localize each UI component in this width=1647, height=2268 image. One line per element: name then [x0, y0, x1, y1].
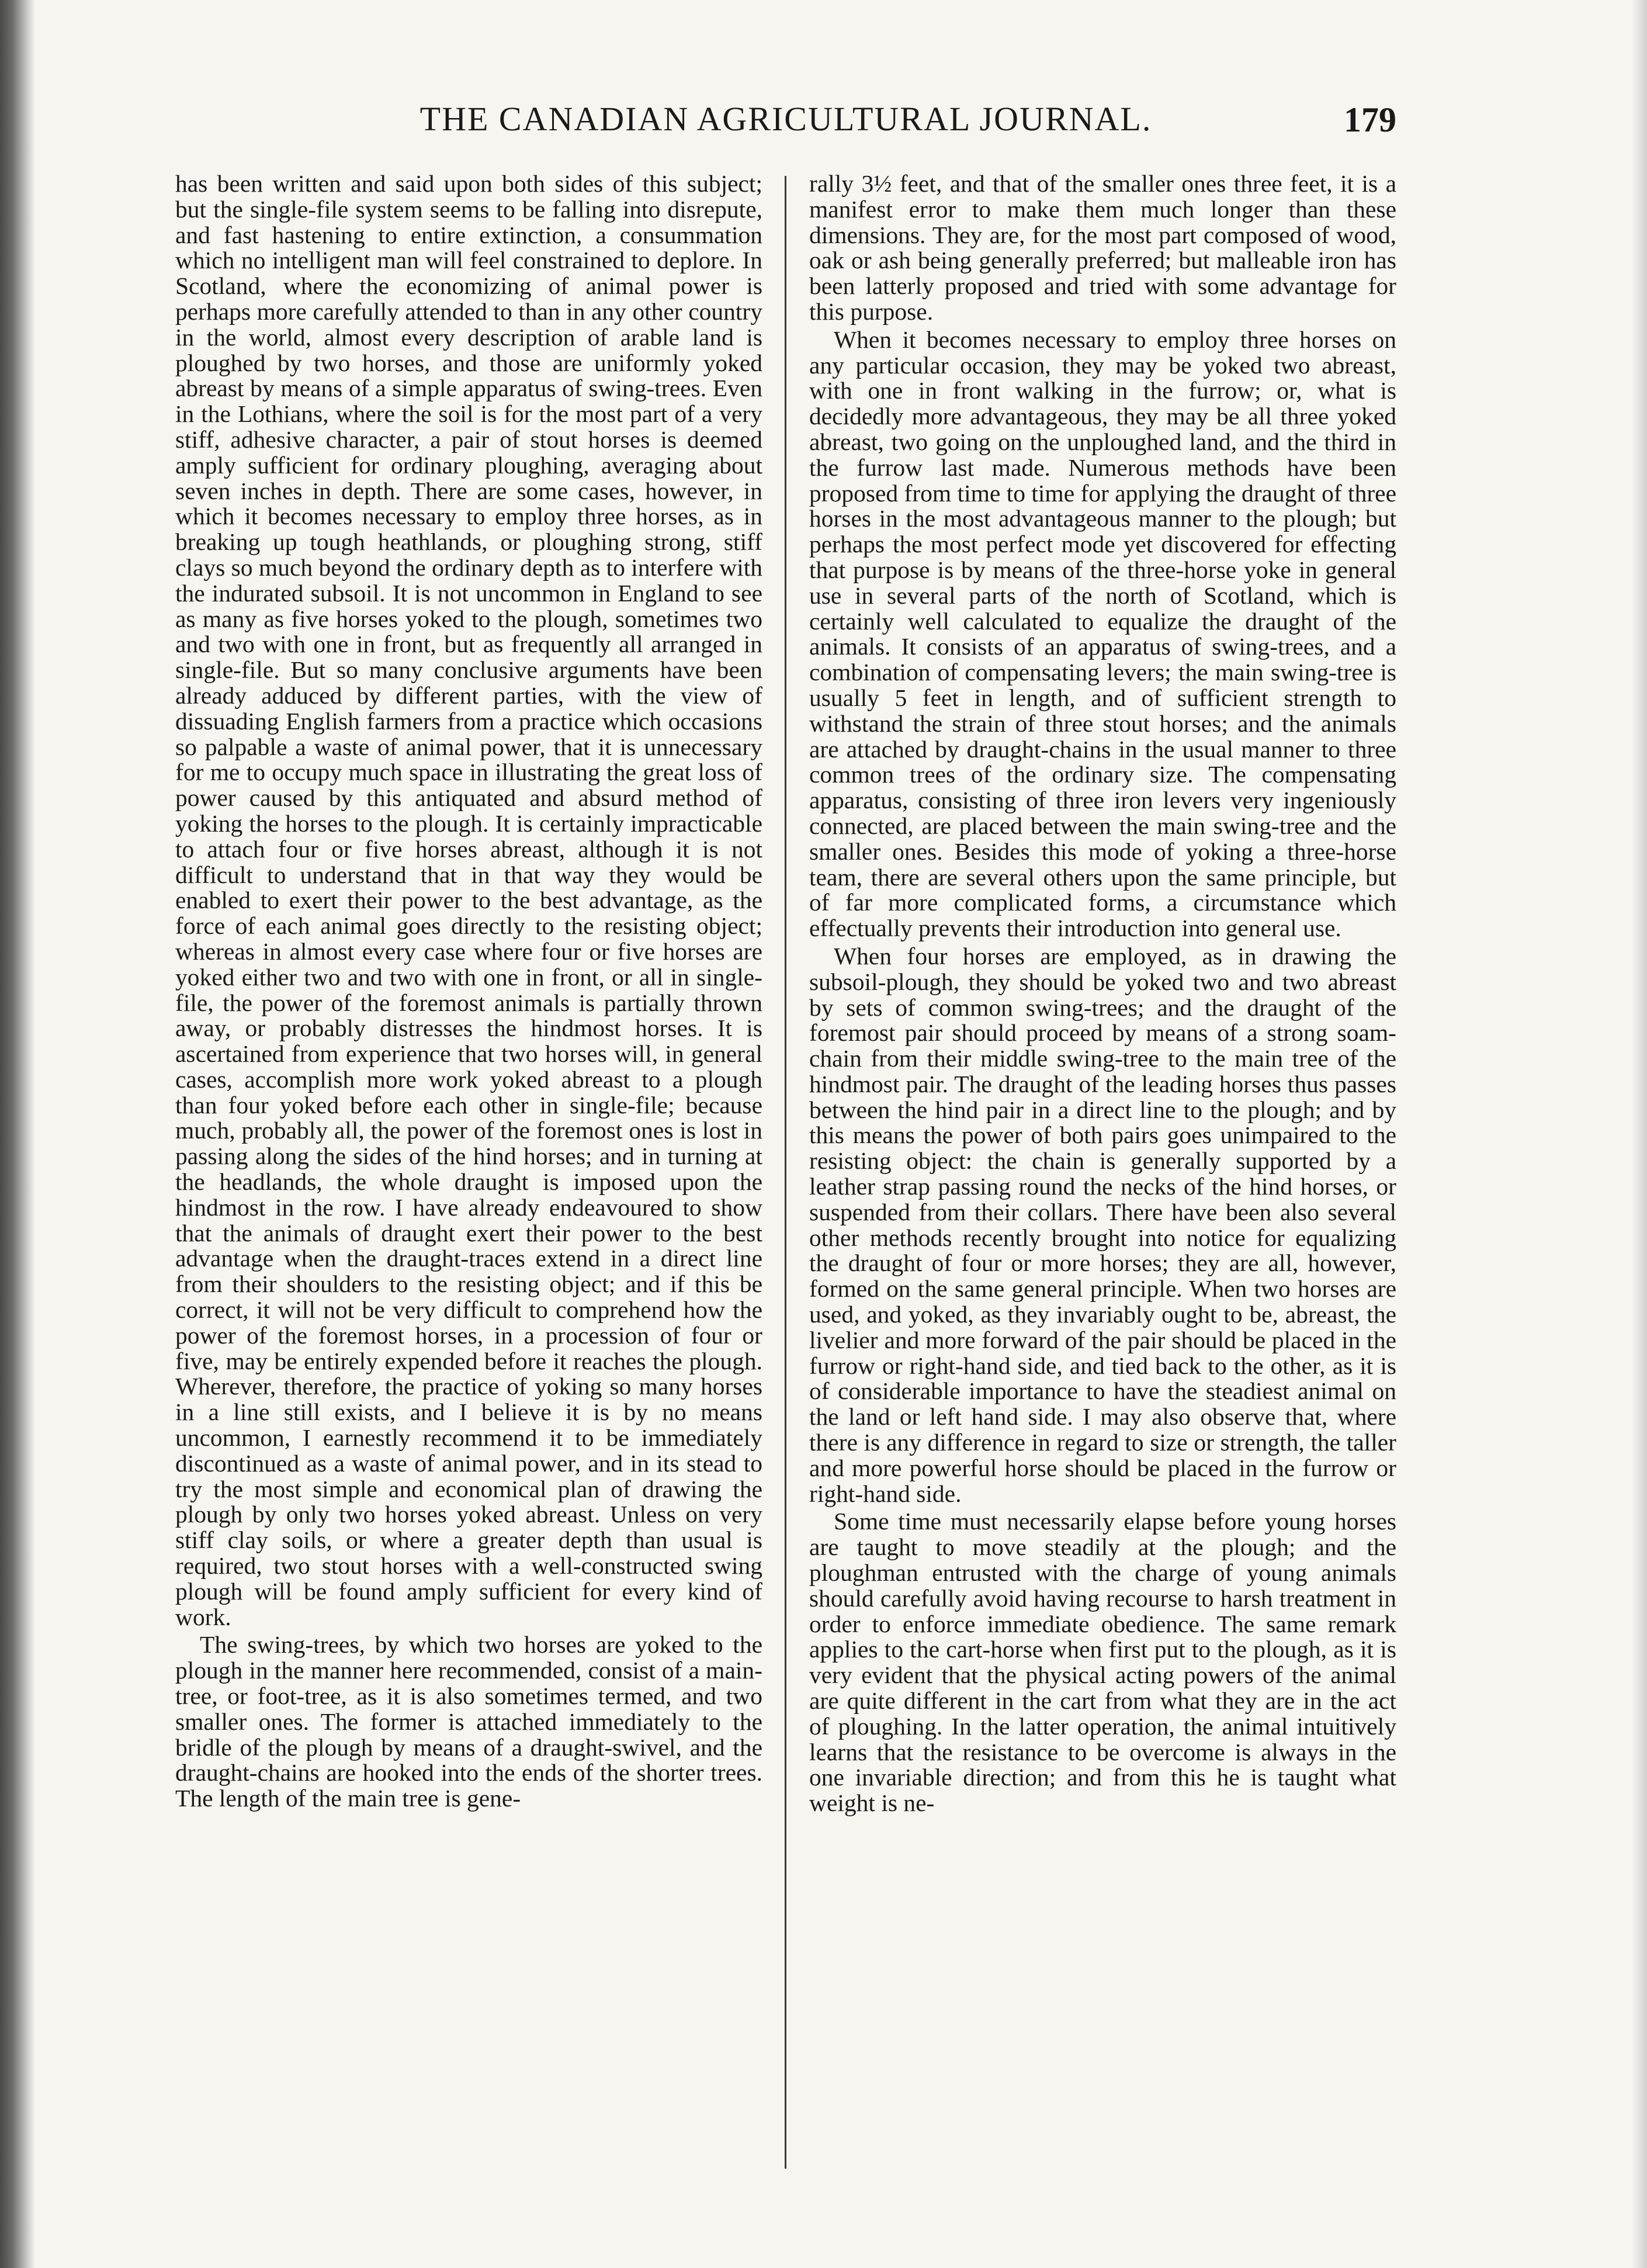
page-number: 179 [1344, 101, 1396, 139]
column-divider [785, 176, 786, 2169]
right-paragraph-2: When it becomes necessary to employ three horses on any particular occasion, they may be yoked two abreast, with one in front walking in the furrow; or, what is decidedly more advantageous, they may be all three yoked abreast, two going on the unploughed land, and the third in the furrow last made. Numerous methods have been proposed from time to time for applying the draught of three horses in the most advantageous manner to the plough; but perhaps the most perfect mode yet discovered for effecting that purpose is by means of the three-horse yoke in general use in several parts of the north of Scotland, which is certainly well calculated to equalize the draught of the animals. It consists of an apparatus of swing-trees, and a combination of compensating levers; the main swing-tree is usually 5 feet in length, and of sufficient strength to withstand the strain of three stout horses; and the animals are attached by draught-chains in the usual manner to three common trees of the ordinary size. The compensating apparatus, consisting of three iron levers very ingeniously connected, are placed between the main swing-tree and the smaller ones. Besides this mode of yoking a three-horse team, there are several others upon the same principle, but of far more complicated forms, a circumstance which effectually prevents their introduction into general use. [809, 326, 1396, 942]
right-paragraph-4: Some time must necessarily elapse before young horses are taught to move steadily at the plough; and the ploughman entrusted with the charge of young animals should carefully avoid having recourse to harsh treatment in order to enforce immediate obedience. The same remark applies to the cart-horse when first put to the plough, as it is very evident that the physical acting powers of the animal are quite different in the cart from what they are in the act of ploughing. In the latter operation, the animal intuitively learns that the resistance to be overcome is always in the one invariable direction; and from this he is taught what weight is ne- [809, 1508, 1396, 1817]
page-header [175, 102, 1396, 161]
running-title: THE CANADIAN AGRICULTURAL JOURNAL. [419, 100, 1152, 138]
right-paragraph-1: rally 3½ feet, and that of the smaller ones three feet, it is a manifest error to make them much longer than these dimensions. They are, for the most part composed of wood, oak or ash being generally preferred; but malleable iron has been latterly proposed and tried with some advantage for this purpose. [809, 170, 1396, 325]
right-paragraph-3: When four horses are employed, as in drawing the subsoil-plough, they should be yoked two and two abreast by sets of common swing-trees; and the draught of the foremost pair should proceed by means of a strong soam-chain from their middle swing-tree to the main tree of the hindmost pair. The draught of the leading horses thus passes between the hind pair in a direct line to the plough; and by this means the power of both pairs goes unimpaired to the resisting object: the chain is generally supported by a leather strap passing round the necks of the hind horses, or suspended from their collars. There have been also several other methods recently brought into notice for equalizing the draught of four or more horses; they are all, however, formed on the same general principle. When two horses are used, and yoked, as they invariably ought to be, abreast, the livelier and more forward of the pair should be placed in the furrow or right-hand side, and tied back to the other, as it is of considerable importance to have the steadiest animal on the land or left hand side. I may also observe that, where there is any difference in regard to size or strength, the taller and more powerful horse should be placed in the furrow or right-hand side. [809, 942, 1396, 1507]
page-edge-shadow-right [1632, 0, 1647, 2268]
left-column [175, 171, 762, 2193]
right-column [809, 171, 1396, 2193]
page-edge-shadow-left [0, 0, 35, 2268]
text-columns [175, 171, 1396, 2193]
left-paragraph-2: The swing-trees, by which two horses are yoked to the plough in the manner here recommended, consist of a main-tree, or foot-tree, as it is also sometimes termed, and two smaller ones. The former is attached immediately to the bridle of the plough by means of a draught-swivel, and the draught-chains are hooked into the ends of the shorter trees. The length of the main tree is gene- [175, 1631, 762, 1812]
left-paragraph-1: has been written and said upon both sides of this subject; but the single-file system seems to be falling into disrepute, and fast hastening to entire extinction, a consummation which no intelligent man will feel constrained to deplore. In Scotland, where the economizing of animal power is perhaps more carefully attended to than in any other country in the world, almost every description of arable land is ploughed by two horses, and those are uniformly yoked abreast by means of a simple apparatus of swing-trees. Even in the Lothians, where the soil is for the most part of a very stiff, adhesive character, a pair of stout horses is deemed amply sufficient for ordinary ploughing, averaging about seven inches in depth. There are some cases, however, in which it becomes necessary to employ three horses, as in breaking up tough heathlands, or ploughing strong, stiff clays so much beyond the ordinary depth as to interfere with the indurated subsoil. It is not uncommon in England to see as many as five horses yoked to the plough, sometimes two and two with one in front, but as frequently all arranged in single-file. But so many conclusive arguments have been already adduced by different parties, with the view of dissuading English farmers from a practice which occasions so palpable a waste of animal power, that it is unnecessary for me to occupy much space in illustrating the great loss of power caused by this antiquated and absurd method of yoking the horses to the plough. It is certainly impracticable to attach four or five horses abreast, although it is not difficult to understand that in that way they would be enabled to exert their power to the best advantage, as the force of each animal goes directly to the resisting object; whereas in almost every case where four or five horses are yoked either two and two with one in front, or all in single-file, the power of the foremost animals is partially thrown away, or probably distresses the hindmost horses. It is ascertained from experience that two horses will, in general cases, accomplish more work yoked abreast to a plough than four yoked before each other in single-file; because much, probably all, the power of the foremost ones is lost in passing along the sides of the hind horses; and in turning at the headlands, the whole draught is imposed upon the hindmost in the row. I have already endeavoured to show that the animals of draught exert their power to the best advantage when the draught-traces extend in a direct line from their shoulders to the resisting object; and if this be correct, it will not be very difficult to comprehend how the power of the foremost horses, in a procession of four or five, may be entirely expended before it reaches the plough. Wherever, therefore, the practice of yoking so many horses in a line still exists, and I believe it is by no means uncommon, I earnestly recommend it to be immediately discontinued as a waste of animal power, and in its stead to try the most simple and economical plan of drawing the plough by only two horses yoked abreast. Unless on very stiff clay soils, or where a greater depth than usual is required, two stout horses with a well-constructed swing plough will be found amply sufficient for every kind of work. [175, 170, 762, 1630]
